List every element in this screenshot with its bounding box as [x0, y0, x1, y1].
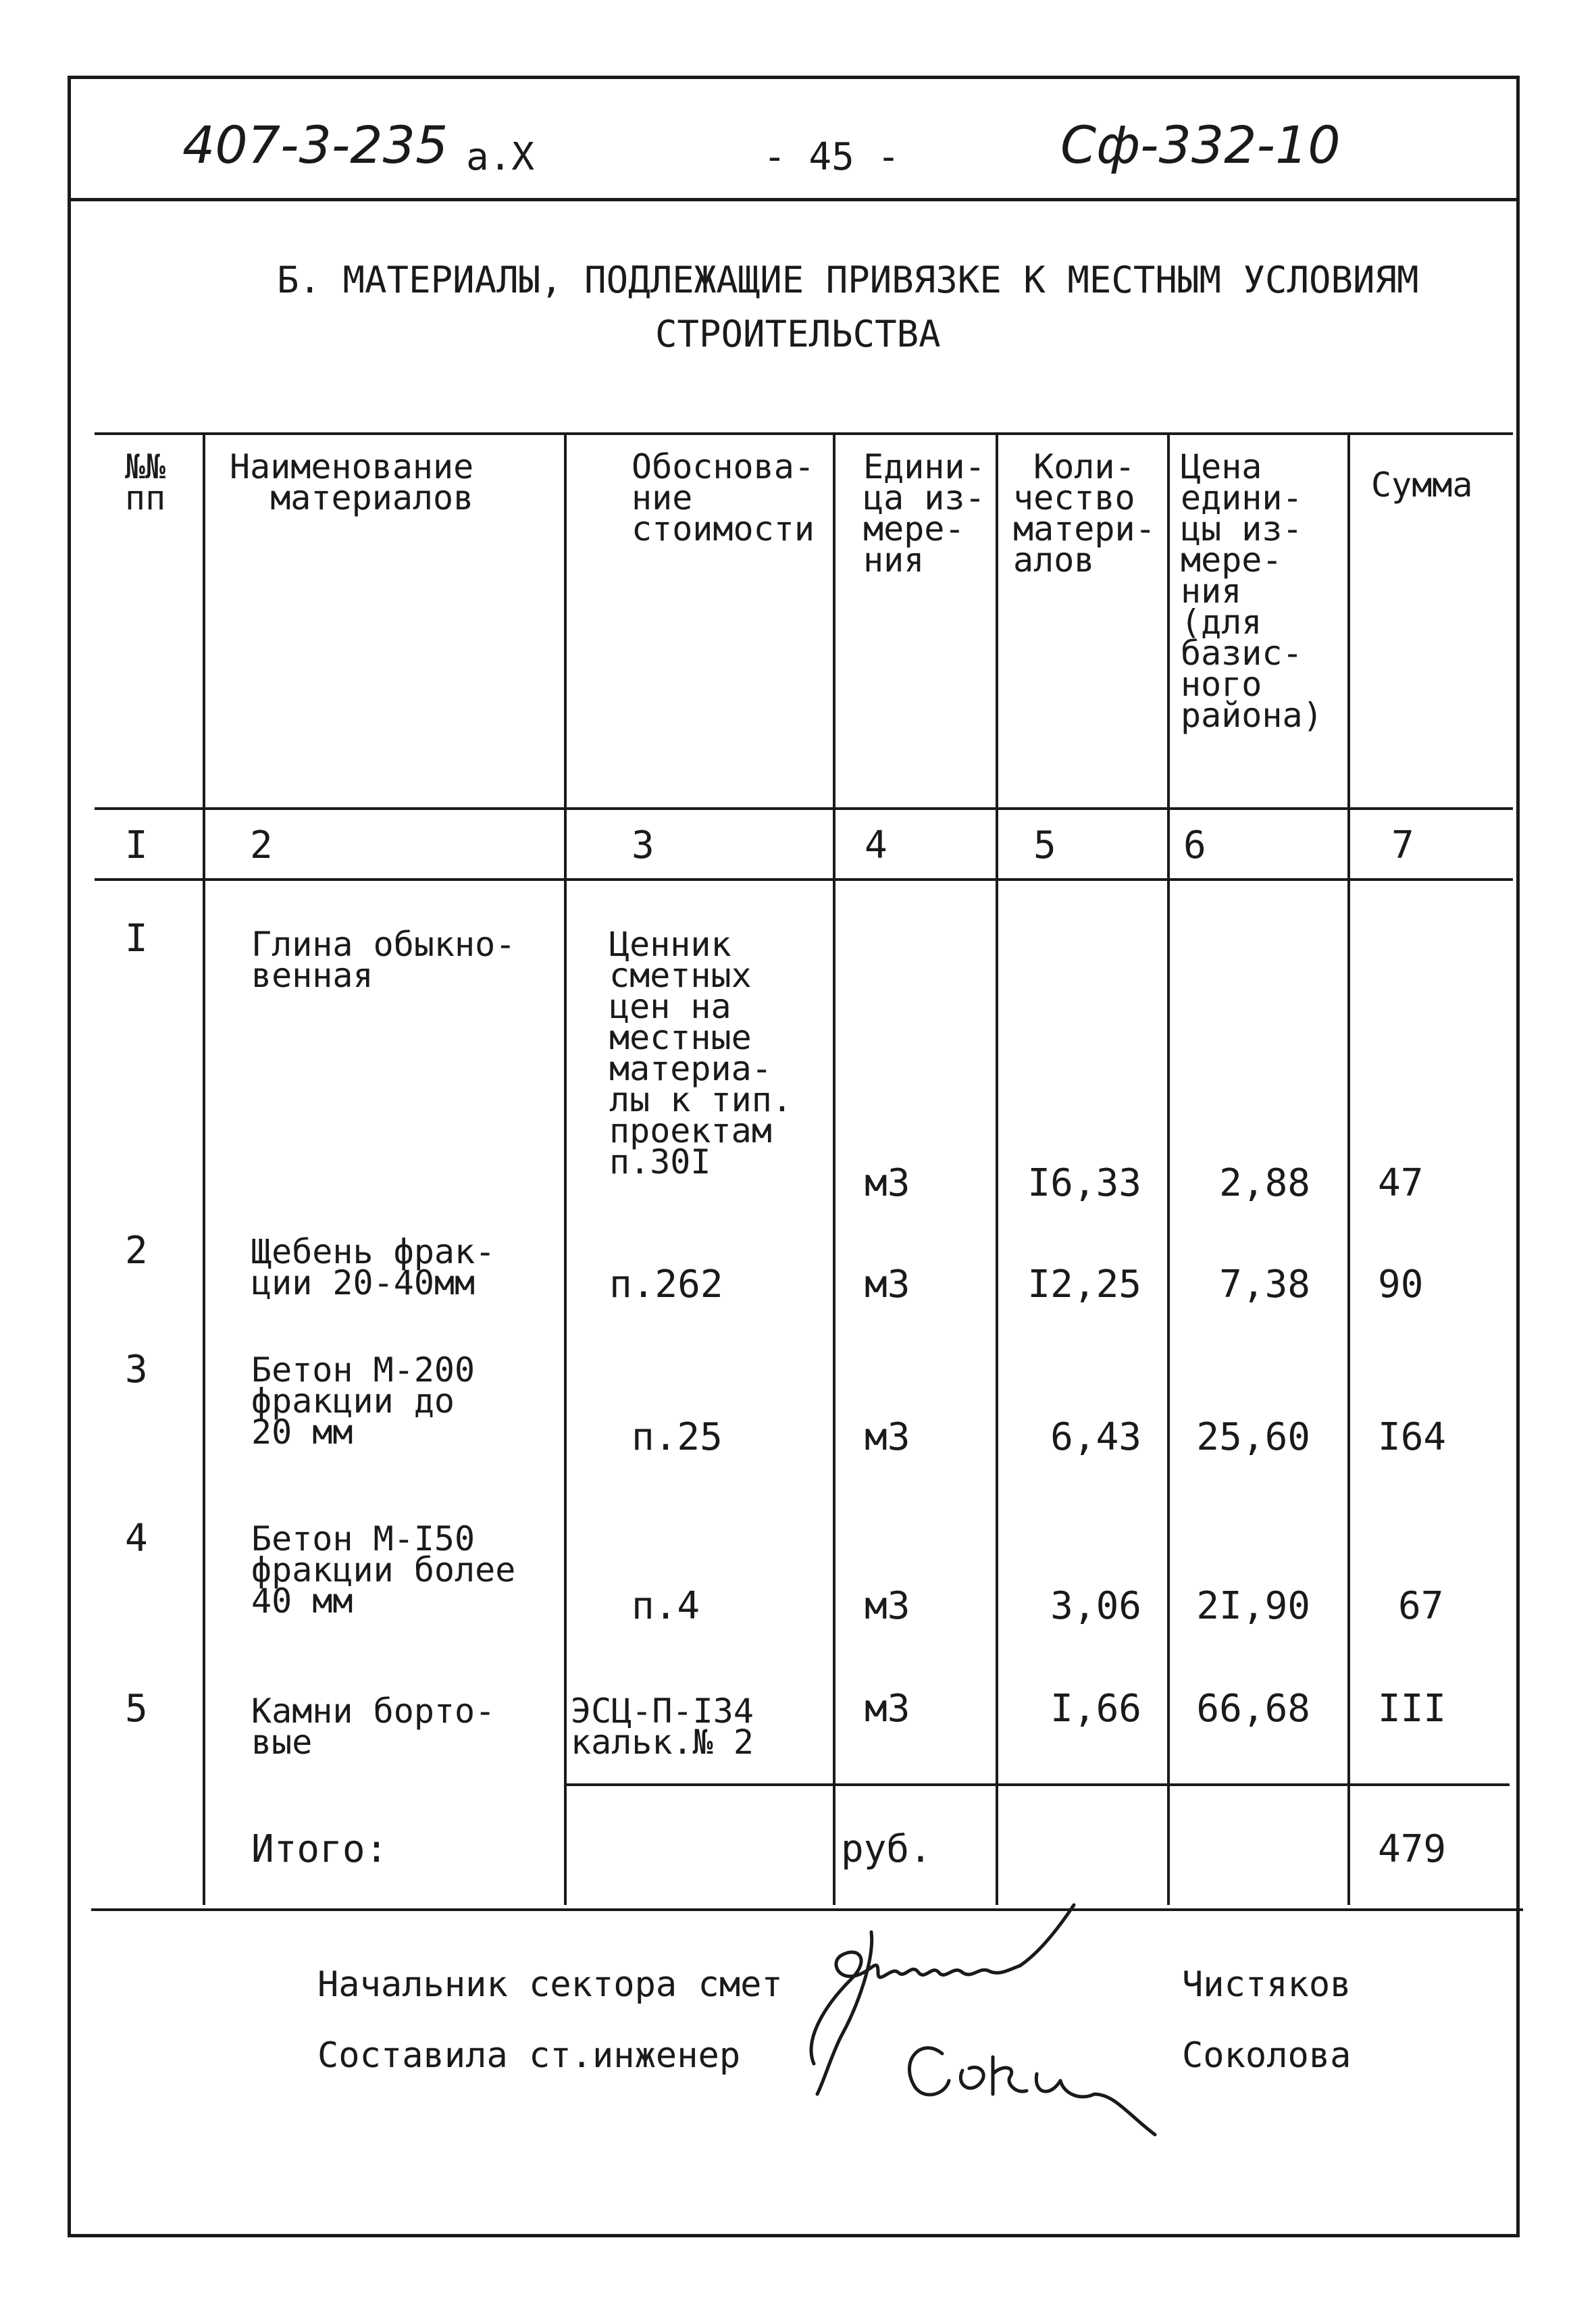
table-top-line [95, 432, 1513, 435]
row1-name: Глина обыкно- венная [251, 925, 516, 995]
col-divider-2 [564, 432, 567, 1905]
header-basis: Обоснова- ние стоимости [632, 447, 815, 549]
header-bottom-line [95, 807, 1513, 810]
sheet-code: Сф-332-10 [1060, 115, 1341, 175]
col-divider-5 [1167, 432, 1170, 1905]
row5-qty: I,66 [1050, 1687, 1141, 1731]
section-title-line2: СТРОИТЕЛЬСТВА [655, 313, 941, 355]
doc-code: 407-3-235 [182, 115, 448, 175]
header-unit: Едини- ца из- мере- ния [863, 447, 985, 580]
row2-name: Щебень фрак- ции 20-40мм [251, 1232, 496, 1302]
row3-unit: м3 [865, 1415, 910, 1459]
total-unit: руб. [841, 1827, 932, 1871]
total-sum: 479 [1378, 1827, 1447, 1871]
colnum-5: 5 [1033, 823, 1056, 867]
row3-sum: I64 [1378, 1415, 1447, 1459]
total-label: Итого: [251, 1827, 388, 1871]
signature-role-1: Начальник сектора смет [317, 1964, 783, 2005]
header-sum: Сумма [1371, 465, 1473, 505]
col-divider-1 [203, 432, 205, 1905]
header-qty: Коли- чество матери- алов [1013, 447, 1156, 580]
row2-unit: м3 [865, 1263, 910, 1306]
col-divider-4 [996, 432, 998, 1905]
row2-qty: I2,25 [1027, 1263, 1141, 1306]
col-divider-6 [1347, 432, 1350, 1905]
row4-basis: п.4 [632, 1584, 700, 1628]
row1-no: I [125, 917, 148, 961]
row3-name: Бетон М-200 фракции до 20 мм [251, 1350, 475, 1452]
row4-no: 4 [125, 1517, 148, 1560]
signature-role-2: Составила ст.инженер [317, 2035, 741, 2076]
colnum-7: 7 [1391, 823, 1414, 867]
header-name: Наименование материалов [230, 447, 474, 517]
row2-basis: п.262 [609, 1263, 723, 1306]
row5-unit: м3 [865, 1687, 910, 1731]
row3-no: 3 [125, 1348, 148, 1392]
colnum-3: 3 [632, 823, 654, 867]
colnum-4: 4 [865, 823, 887, 867]
row2-sum: 90 [1378, 1263, 1424, 1306]
row5-name: Камни борто- вые [251, 1692, 496, 1762]
header-no: №№ пп [125, 447, 166, 517]
row4-sum: 67 [1398, 1584, 1444, 1628]
page-number: - 45 - [763, 135, 900, 179]
colnum-1: I [125, 823, 148, 867]
row1-price: 2,88 [1219, 1161, 1310, 1205]
row3-qty: 6,43 [1050, 1415, 1141, 1459]
header-divider [68, 198, 1520, 201]
row4-unit: м3 [865, 1584, 910, 1628]
row5-sum: III [1378, 1687, 1447, 1731]
album-label: а.Х [466, 135, 535, 179]
colnum-6: 6 [1183, 823, 1206, 867]
row2-price: 7,38 [1219, 1263, 1310, 1306]
row4-name: Бетон М-I50 фракции более 40 мм [251, 1519, 516, 1621]
header-price: Цена едини- цы из- мере- ния (для базис- ного района) [1181, 447, 1323, 735]
colnum-bottom-line [95, 878, 1513, 881]
row1-qty: I6,33 [1027, 1161, 1141, 1205]
total-top-line [564, 1783, 1510, 1786]
row1-unit: м3 [865, 1161, 910, 1205]
row1-sum: 47 [1378, 1161, 1424, 1205]
row3-basis: п.25 [632, 1415, 723, 1459]
row3-price: 25,60 [1196, 1415, 1310, 1459]
section-title-line1: Б. МАТЕРИАЛЫ, ПОДЛЕЖАЩИЕ ПРИВЯЗКЕ К МЕСТНЫМ УСЛОВИЯМ [277, 259, 1419, 301]
row5-basis: ЭСЦ-П-I34 кальк.№ 2 [571, 1692, 754, 1762]
row2-no: 2 [125, 1229, 148, 1273]
row4-qty: 3,06 [1050, 1584, 1141, 1628]
row4-price: 2I,90 [1196, 1584, 1310, 1628]
handwritten-signatures [777, 1891, 1182, 2148]
row5-price: 66,68 [1196, 1687, 1310, 1731]
signature-name-2: Соколова [1182, 2035, 1352, 2076]
signature-name-1: Чистяков [1182, 1964, 1352, 2005]
colnum-2: 2 [250, 823, 273, 867]
col-divider-3 [833, 432, 835, 1905]
row5-no: 5 [125, 1687, 148, 1731]
row1-basis: Ценник сметных цен на местные материа- лы к тип. проектам п.30I [609, 925, 792, 1181]
